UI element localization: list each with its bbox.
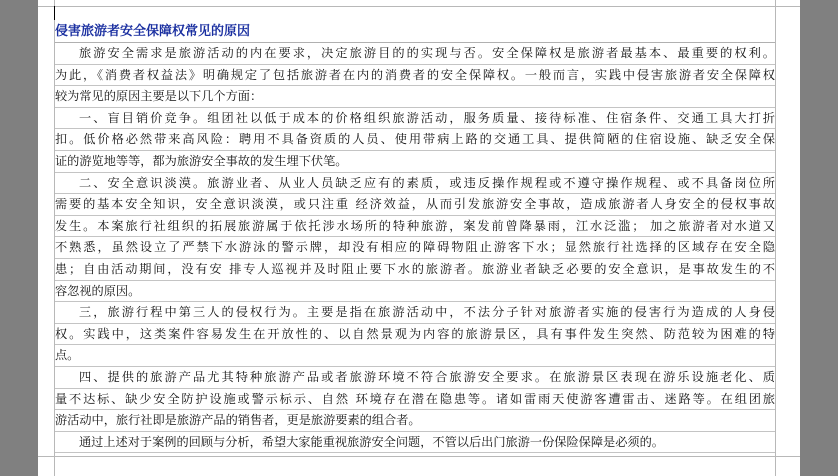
text-line: 游活动中，旅行社即是旅游产品的销售者，更是旅游要素的组合者。 xyxy=(55,410,775,432)
text-line: 四、提供的旅游产品尤其特种旅游产品或者旅游环境不符合旅游安全要求。在旅游景区表现在游乐设施老化、质 xyxy=(55,367,775,389)
paragraph xyxy=(55,173,775,303)
paragraph xyxy=(55,43,775,108)
top-margin-guide xyxy=(38,6,800,7)
text-line: 扣。低价格必然带来高风险：聘用不具备资质的人员、使用带病上路的交通工具、提供简陋的住宿设施、缺乏安全保 xyxy=(55,129,775,151)
paragraph xyxy=(55,108,775,173)
document-title: 侵害旅游者安全保障权常见的原因 xyxy=(55,22,775,43)
text-line: 容忽视的原因。 xyxy=(55,281,775,303)
text-line: 为此，《消费者权益法》明确规定了包括旅游者在内的消费者的安全保障权。一般而言，实践中侵害旅游者安全保障权 xyxy=(55,65,775,87)
document-page[interactable] xyxy=(38,0,800,476)
document-body[interactable] xyxy=(55,22,775,453)
text-line: 量不达标、缺少安全防护设施或警示标示、自然 环境存在潜在隐患等。诸如雷雨天使游客遭雷击、迷路等。在组团旅 xyxy=(55,389,775,411)
text-line: 较为常见的原因主要是以下几个方面： xyxy=(55,86,775,108)
text-line: 点。 xyxy=(55,345,775,367)
text-line: 发生。本案旅行社组织的拓展旅游属于依托涉水场所的特种旅游，案发前曾降暴雨，江水泛滥； 加之旅游者对水道又 xyxy=(55,216,775,238)
text-line: 通过上述对于案例的回顾与分析，希望大家能重视旅游安全问题，不管以后出门旅游一份保险保障是必须的。 xyxy=(55,432,775,454)
right-margin-guide xyxy=(775,0,776,476)
paragraph xyxy=(55,432,775,454)
text-cursor xyxy=(54,6,55,20)
text-line: 患；自由活动期间，没有安 排专人巡视并及时阻止要下水的旅游者。旅游业者缺乏必要的安全意识，是事故发生的不 xyxy=(55,259,775,281)
paragraph xyxy=(55,302,775,367)
text-line: 需要的基本安全知识，安全意识淡漠，或只注重 经济效益，从而引发旅游安全事故，造成旅游者人身安全的侵权事故 xyxy=(55,194,775,216)
text-line: 证的游览地等等，都为旅游安全事故的发生埋下伏笔。 xyxy=(55,151,775,173)
paragraph-list xyxy=(55,43,775,453)
text-line: 旅游安全需求是旅游活动的内在要求，决定旅游目的的实现与否。安全保障权是旅游者最基本、最重要的权利。 xyxy=(55,43,775,65)
text-line: 三，旅游行程中第三人的侵权行为。主要是指在旅游活动中，不法分子针对旅游者实施的侵害行为造成的人身侵 xyxy=(55,302,775,324)
paragraph xyxy=(55,367,775,432)
text-line: 一、盲目销价竞争。组团社以低于成本的价格组织旅游活动，服务质量、接待标准、住宿条件、交通工具大打折 xyxy=(55,108,775,130)
text-line: 不熟悉，虽然设立了严禁下水游泳的警示牌，却没有相应的障碍物阻止游客下水；显然旅行社选择的区域存在安全隐 xyxy=(55,237,775,259)
text-line: 二、安全意识淡漠。旅游业者、从业人员缺乏应有的素质，或违反操作规程或不遵守操作规程、或不具备岗位所 xyxy=(55,173,775,195)
text-line: 权。实践中，这类案件容易发生在开放性的、以自然景观为内容的旅游景区，具有事件发生突然、防范较为困难的特 xyxy=(55,324,775,346)
bottom-margin-guide xyxy=(38,456,800,457)
